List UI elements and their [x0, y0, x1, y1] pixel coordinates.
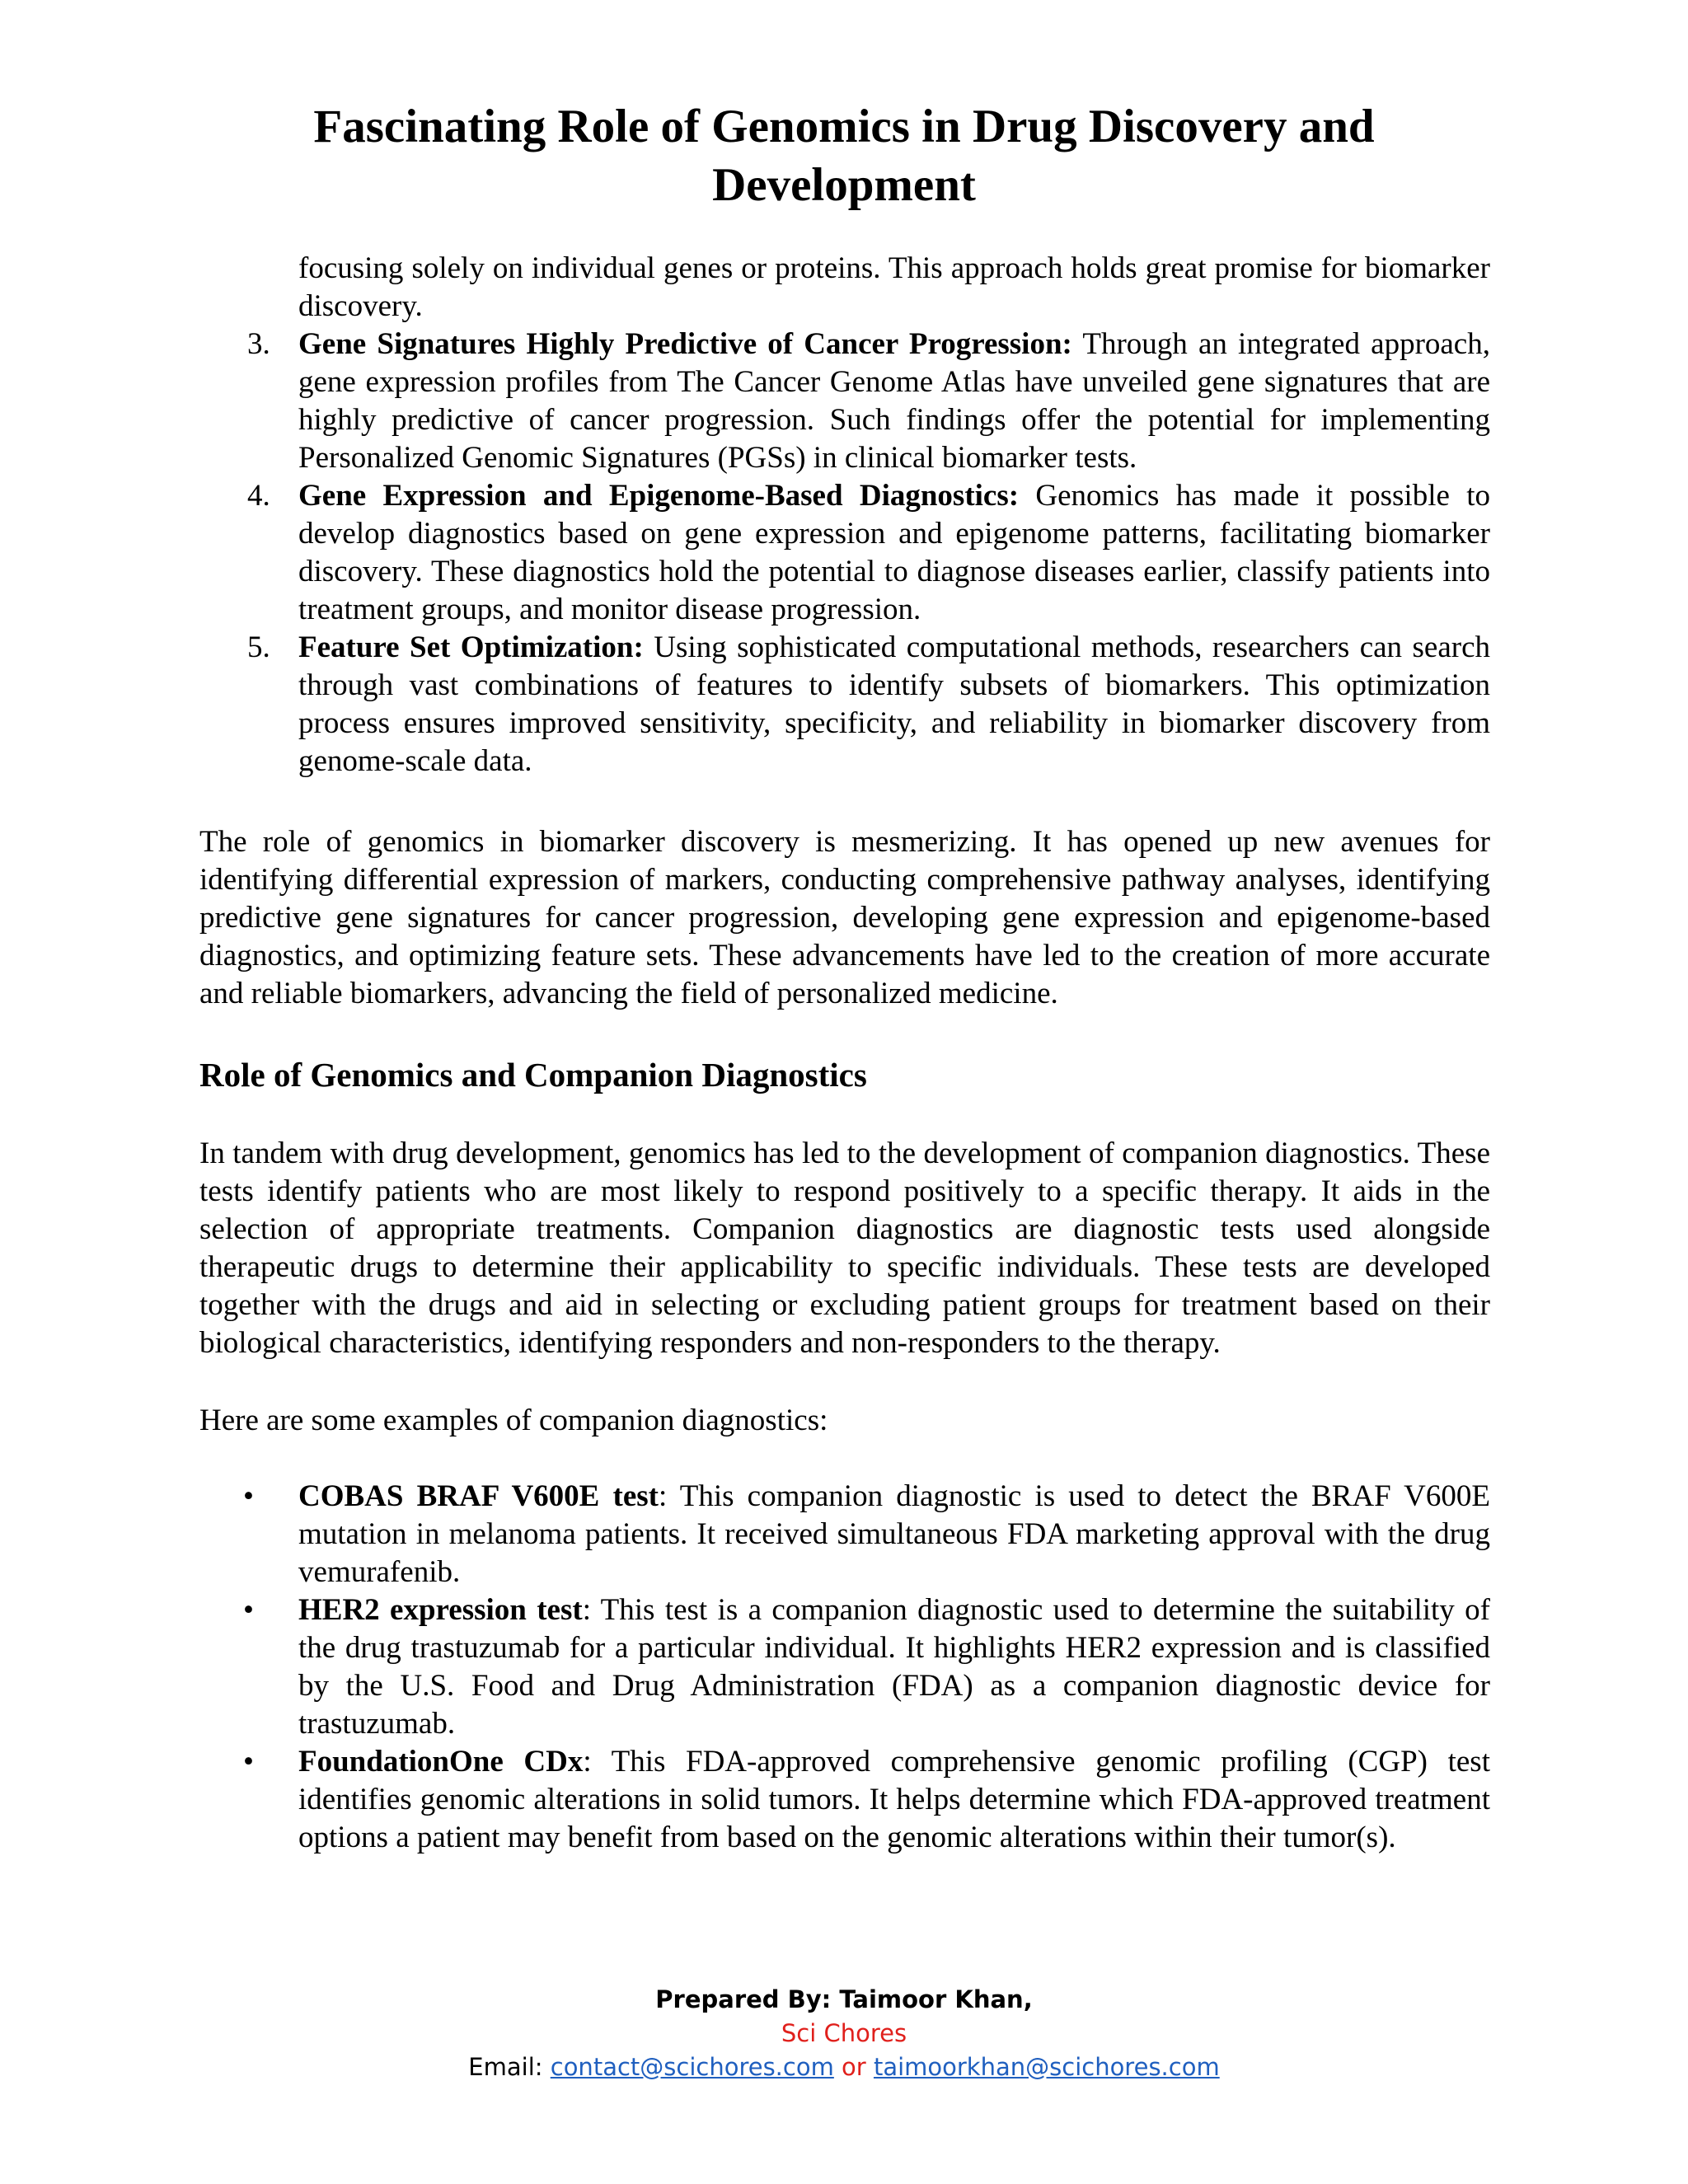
page-title: Fascinating Role of Genomics in Drug Discovery and Development — [313, 101, 1375, 211]
example-text: : This companion diagnostic is used to detect the BRAF V600E mutation in melanoma patients. It received simultaneous FDA marketing approval with the drug vemurafenib. — [298, 1479, 1490, 1589]
bullet-icon: • — [243, 1745, 254, 1779]
list-continuation — [199, 250, 1490, 326]
list-item-4 — [199, 477, 1490, 629]
summary-paragraph: The role of genomics in biomarker discovery is mesmerizing. It has opened up new avenues for identifying differential expression of markers, conducting comprehensive pathway analyses, identifying predictive gene signatures for cancer progression, developing gene expression and epigenome-based diagnostics, and optimizing feature sets. These advancements have led to the creation of more accurate and reliable biomarkers, advancing the field of personalized medicine. — [199, 825, 1490, 1010]
list-continuation-text: focusing solely on individual genes or proteins. This approach holds great promise for biomarker discovery. — [298, 251, 1490, 323]
list-item-term: Feature Set Optimization: — [298, 630, 644, 664]
example-term: HER2 expression test — [298, 1593, 583, 1627]
list-marker: 5. — [247, 630, 270, 664]
example-term: FoundationOne CDx — [298, 1745, 584, 1779]
section-heading: Role of Genomics and Companion Diagnostics — [199, 1056, 867, 1094]
numbered-list — [199, 250, 1490, 780]
list-marker: 4. — [247, 479, 270, 513]
list-item-5 — [199, 629, 1490, 780]
list-item-3 — [199, 326, 1490, 477]
bullet-icon: • — [243, 1479, 254, 1513]
footer-email-label: Email: — [468, 2053, 551, 2081]
example-term: COBAS BRAF V600E test — [298, 1479, 659, 1513]
example-item-her2 — [199, 1591, 1490, 1743]
example-text: : This FDA-approved comprehensive genomic profiling (CGP) test identifies genomic alterations in solid tumors. It helps determine which FDA-approved treatment options a patient may benefit from based on the genomic alterations within their tumor(s). — [298, 1745, 1490, 1854]
email-link-contact[interactable]: contact@scichores.com — [550, 2053, 834, 2081]
examples-lead: Here are some examples of companion diagnostics: — [199, 1404, 828, 1437]
list-item-text: Genomics has made it possible to develop diagnostics based on gene expression and epigenome patterns, facilitating biomarker discovery. These diagnostics hold the potential to diagnose diseases earlier, classify patients into treatment groups, and monitor disease progression. — [298, 479, 1490, 626]
footer-email-line — [0, 2050, 1688, 2084]
list-marker: 3. — [247, 327, 270, 361]
list-item-term: Gene Signatures Highly Predictive of Cancer Progression: — [298, 327, 1072, 361]
page-footer — [0, 1983, 1688, 2084]
list-item-text: Using sophisticated computational methods, researchers can search through vast combinations of features to identify subsets of biomarkers. This optimization process ensures improved sensitivity, specificity, and reliability in biomarker discovery from genome-scale data. — [298, 630, 1490, 778]
list-item-text: Through an integrated approach, gene expression profiles from The Cancer Genome Atlas have unveiled gene signatures that are highly predictive of cancer progression. Such findings offer the potential for implementing Personalized Genomic Signatures (PGSs) in clinical biomarker tests. — [298, 327, 1490, 475]
footer-or-text: or — [833, 2053, 874, 2081]
section-intro-paragraph: In tandem with drug development, genomics has led to the development of companion diagnostics. These tests identify patients who are most likely to respond positively to a specific therapy. It aids in the selection of appropriate treatments. Companion diagnostics are diagnostic tests used alongside therapeutic drugs to determine their applicability to specific individuals. These tests are developed together with the drugs and aid in selecting or excluding patient groups for treatment based on their biological characteristics, identifying responders and non-responders to the therapy. — [199, 1137, 1490, 1360]
example-text: : This test is a companion diagnostic used to determine the suitability of the drug trastuzumab for a particular individual. It highlights HER2 expression and is classified by the U.S. Food and Drug Administration (FDA) as a companion diagnostic device for trastuzumab. — [298, 1593, 1490, 1741]
list-item-term: Gene Expression and Epigenome-Based Diagnostics: — [298, 479, 1020, 513]
email-link-taimoorkhan[interactable]: taimoorkhan@scichores.com — [873, 2053, 1220, 2081]
footer-prepared-by: Prepared By: Taimoor Khan, — [655, 1985, 1033, 2013]
footer-organization: Sci Chores — [781, 2019, 907, 2047]
example-item-foundationone — [199, 1743, 1490, 1857]
example-item-cobas — [199, 1478, 1490, 1591]
bullet-icon: • — [243, 1593, 254, 1627]
examples-list — [199, 1478, 1490, 1857]
